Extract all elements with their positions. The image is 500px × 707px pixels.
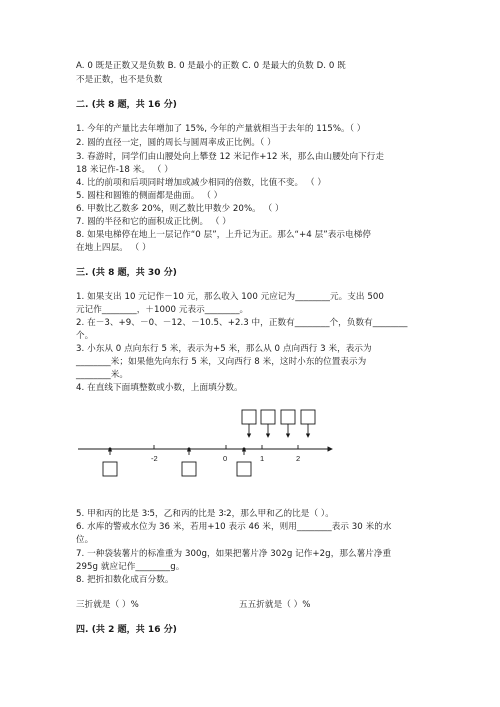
tick-label-2: 2 <box>296 454 301 463</box>
s3-line-3: 2. 在－3、+9、－0、－12、－10.5、+2.3 中，正数有________个，负数有________ <box>76 318 408 328</box>
s3-line-6: ________米；如果他先向东行 5 米，又向西行 8 米，这时小东的位置表示为 <box>76 357 367 367</box>
tick-label-0: 0 <box>223 454 228 463</box>
s2-line-5: 4. 比的前项和后项同时增加或减少相同的倍数，比值不变。 （ ） <box>76 178 327 188</box>
s2-line-9: 8. 如果电梯停在地上一层记作“0 层”，上升记为正。那么“+4 层”表示电梯停 <box>76 230 371 240</box>
answer-box-below-2[interactable] <box>182 462 196 476</box>
s3-line-7: ________米。 <box>76 370 129 380</box>
s3-line-10: 6. 水库的警戒水位为 36 米，若用+10 表示 46 米，则用________表示 30 米的水 <box>76 522 392 532</box>
answer-box-above-4[interactable] <box>301 410 315 424</box>
tick-label-minus-2: -2 <box>151 454 158 463</box>
answer-box-above-2[interactable] <box>261 410 275 424</box>
section-4-heading: 四. (共 2 题，共 16 分) <box>76 625 177 635</box>
answer-box-above-1[interactable] <box>242 410 256 424</box>
s3-line-4: 个。 <box>76 331 94 341</box>
s2-line-2: 2. 圆的直径一定，圆的周长与圆周率成正比例。（ ） <box>76 138 276 148</box>
section-2-heading: 二. (共 8 题，共 16 分) <box>76 100 177 110</box>
discount-right: 五五折就是（ ）% <box>239 600 311 610</box>
s3-line-13: 295g 就应记作________g。 <box>76 562 185 572</box>
answer-box-below-1[interactable] <box>103 462 117 476</box>
choice-options-line-1: A. 0 既是正数又是负数 B. 0 是最小的正数 C. 0 是最大的负数 D. 0 既 <box>76 61 346 71</box>
number-line-figure <box>76 405 336 480</box>
s2-line-4: 18 米记作-18 米。 （ ） <box>76 165 173 175</box>
choice-options-line-2: 不是正数，也不是负数 <box>76 75 163 85</box>
discount-left: 三折就是（ ）% <box>76 600 139 610</box>
tick-label-1: 1 <box>260 454 265 463</box>
s3-line-1: 1. 如果支出 10 元记作－10 元，那么收入 100 元应记为________元。支出 500 <box>76 292 384 302</box>
s2-line-8: 7. 圆的半径和它的面积成正比例。 （ ） <box>76 217 231 227</box>
s3-line-5: 3. 小东从 0 点向东行 5 米，表示为+5 米，那么从 0 点向西行 3 米，表示为 <box>76 344 372 354</box>
section-3-heading: 三. (共 8 题，共 30 分) <box>76 268 177 278</box>
s3-line-8: 4. 在直线下面填整数或小数，上面填分数。 <box>76 383 243 393</box>
answer-box-above-3[interactable] <box>281 410 295 424</box>
s3-line-2: 元记作________，＋1000 元表示________。 <box>76 305 249 315</box>
s3-line-14: 8. 把折扣数化成百分数。 <box>76 575 174 585</box>
s2-line-6: 5. 圆柱和圆锥的侧面都是曲面。 （ ） <box>76 191 223 201</box>
s2-line-1: 1. 今年的产量比去年增加了 15%, 今年的产量就相当于去年的 115%。（ ） <box>76 124 366 134</box>
s3-line-11: 位。 <box>76 535 94 545</box>
s2-line-10: 在地上四层。 （ ） <box>76 243 151 253</box>
s2-line-3: 3. 春游时，同学们由山腰处向上攀登 12 米记作+12 米，那么由山腰处向下行走 <box>76 152 385 162</box>
answer-box-below-3[interactable] <box>237 462 251 476</box>
s2-line-7: 6. 甲数比乙数多 20%，则乙数比甲数少 20%。 （ ） <box>76 204 284 214</box>
s3-line-12: 7. 一种袋装薯片的标准重为 300g，如果把薯片净 302g 记作+2g，那么薯片净重 <box>76 549 392 559</box>
s3-line-9: 5. 甲和丙的比是 3∶5，乙和丙的比是 3∶2，那么甲和乙的比是（ ）。 <box>76 509 334 519</box>
